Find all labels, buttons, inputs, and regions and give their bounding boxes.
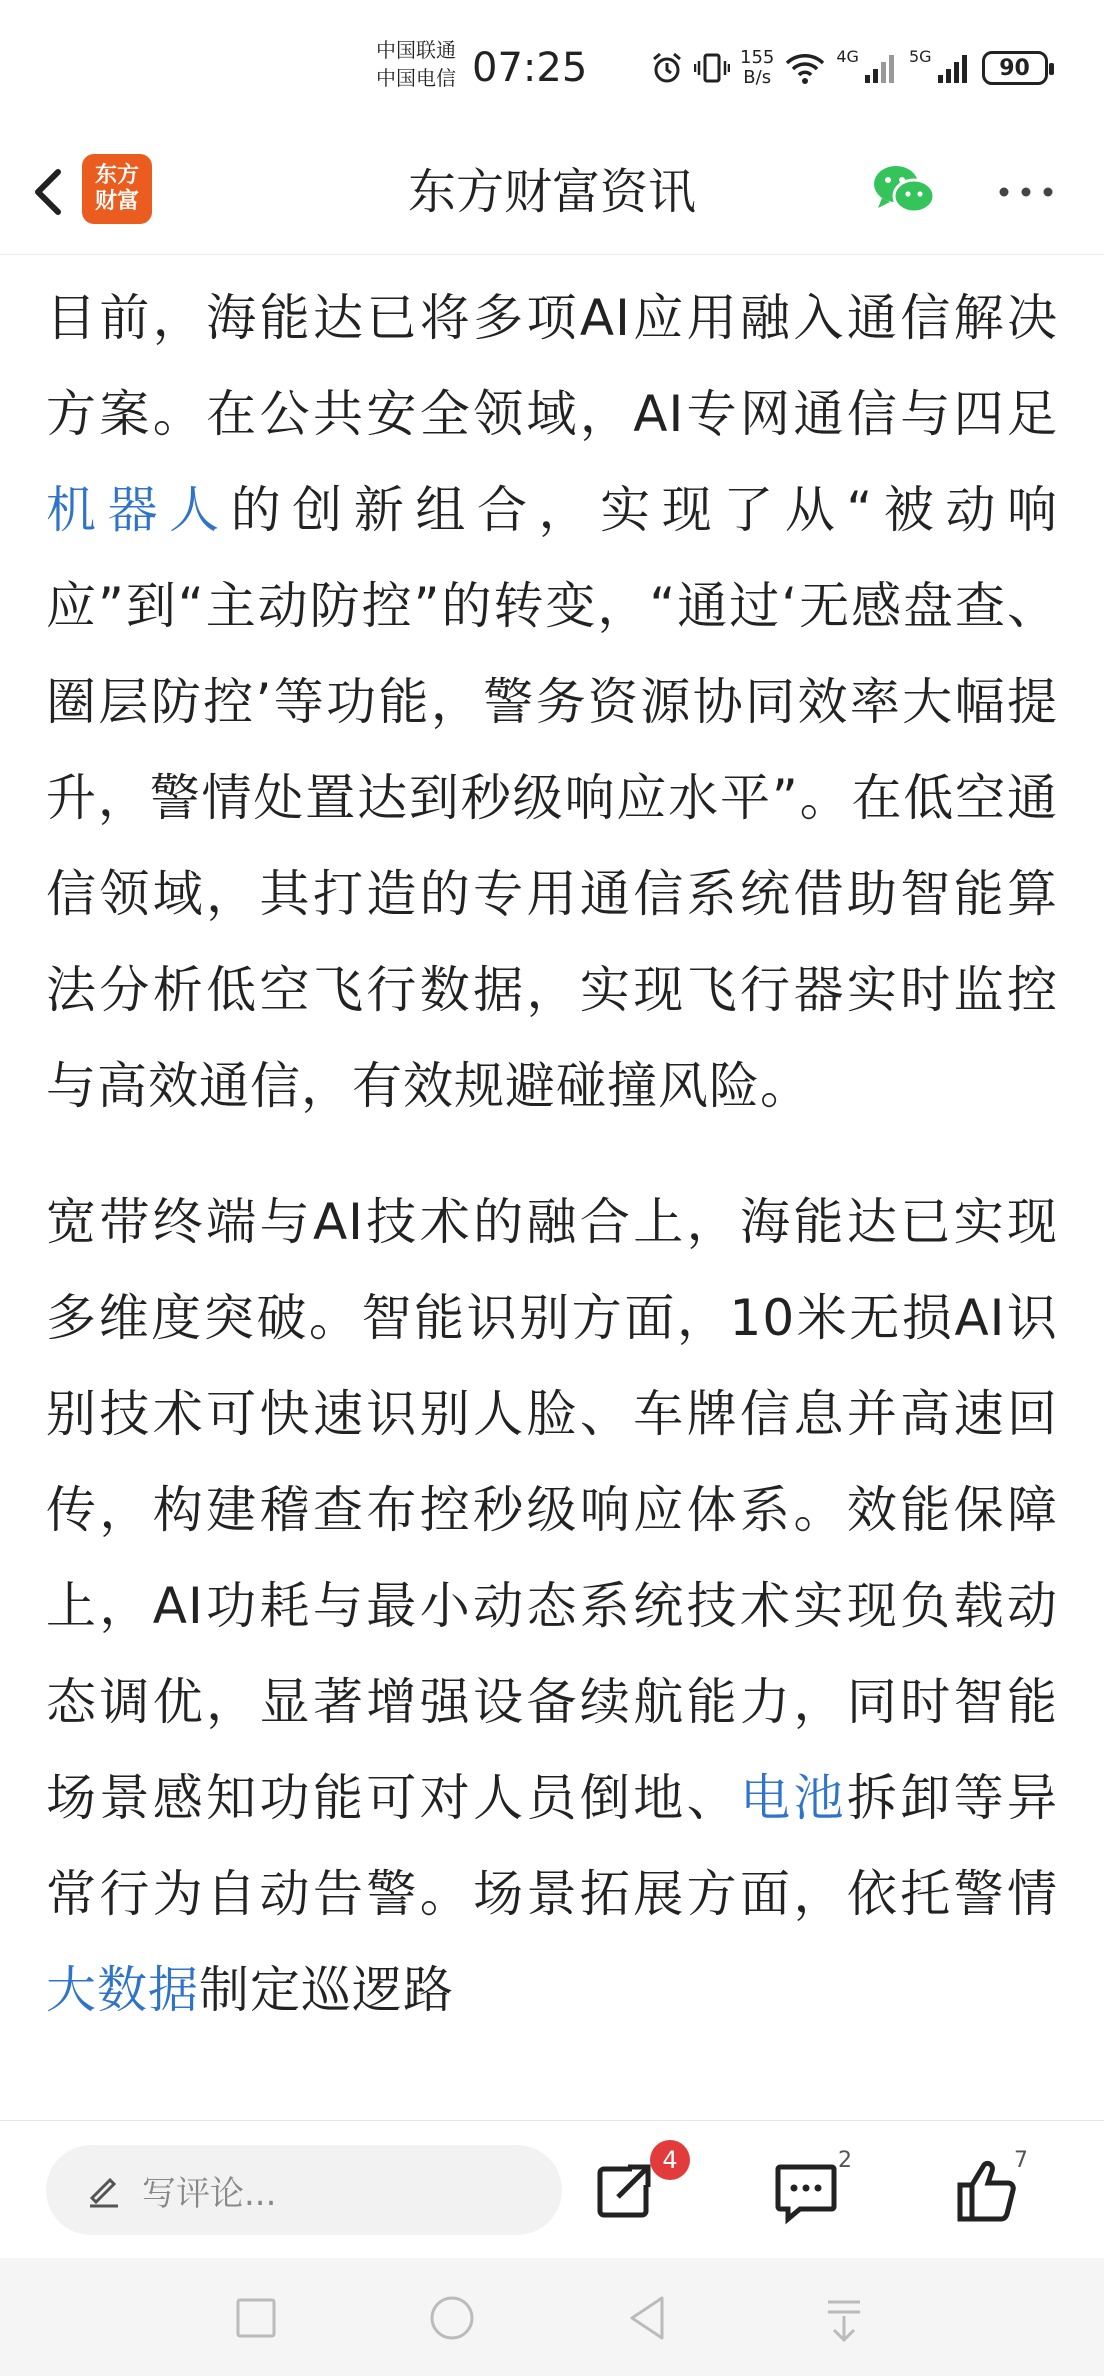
net-speed-value: 155 [740, 47, 775, 68]
article-body [46, 270, 1058, 2120]
carrier-names [376, 36, 456, 92]
keyword-link[interactable]: 大数据 [46, 1961, 199, 2019]
signal-2-label: 5G [908, 46, 932, 66]
logo-line-1: 东方 [94, 163, 139, 188]
signal-1-label: 4G [836, 46, 859, 66]
system-nav-bar [0, 2258, 1104, 2376]
net-speed [740, 48, 774, 88]
logo-line-2: 财富 [94, 189, 139, 214]
share-badge: 4 [650, 2140, 690, 2180]
signal-1-icon [863, 51, 899, 85]
wechat-share-icon[interactable] [868, 158, 938, 222]
like-count: 7 [1014, 2148, 1028, 2173]
battery-indicator: 90 [982, 51, 1048, 85]
notification-pulldown-icon[interactable] [814, 2288, 874, 2348]
home-icon[interactable] [422, 2288, 482, 2348]
paragraph-2 [46, 1174, 1058, 2038]
clock: 07:25 [472, 45, 588, 91]
text-segment: 的创新组合，实现了从“被动响应”到“主动防控”的转变，“通过‘无感盘查、圈层防控’等功能，警务资源协同效率大幅提升，警情处置达到秒级响应水平”。在低空通信领域，其打造的专用通信系统借助智能算法分析低空飞行数据，实现飞行器实时监控与高效通信，有效规避碰撞风险。 [46, 481, 1058, 1115]
pen-icon [86, 2172, 122, 2208]
text-segment: 制定巡逻路 [199, 1961, 454, 2019]
keyword-link[interactable]: 机器人 [46, 481, 231, 539]
keyword-link[interactable]: 电池 [740, 1769, 847, 1827]
comment-count: 2 [838, 2148, 852, 2173]
vibrate-icon [694, 51, 730, 85]
alarm-icon [650, 51, 684, 85]
status-icons [650, 44, 1048, 92]
comments-icon[interactable] [766, 2151, 846, 2231]
more-icon[interactable] [994, 160, 1058, 224]
back-nav-icon[interactable] [618, 2288, 678, 2348]
signal-2-icon [936, 51, 972, 85]
wifi-icon [784, 51, 826, 85]
text-segment: 宽带终端与AI技术的融合上，海能达已实现多维度突破。智能识别方面，10米无损AI识别技术可快速识别人脸、车牌信息并高速回传，构建稽查布控秒级响应体系。效能保障上，AI功耗与最小动态系统技术实现负载动态调优，显著增强设备续航能力，同时智能场景感知功能可对人员倒地、 [46, 1193, 1058, 1827]
comment-placeholder: 写评论... [142, 2173, 277, 2214]
comment-input[interactable] [46, 2145, 562, 2235]
net-speed-unit: B/s [743, 67, 772, 88]
text-segment: 目前，海能达已将多项AI应用融入通信解决方案。在公共安全领域，AI专网通信与四足 [46, 289, 1058, 443]
paragraph-1 [46, 270, 1058, 1134]
carrier-1: 中国联通 [376, 38, 456, 62]
status-bar [0, 0, 1104, 130]
carrier-2: 中国电信 [376, 66, 456, 90]
page-title: 东方财富资讯 [407, 164, 696, 220]
nav-header [0, 130, 1104, 255]
text-segment: 拆卸等异常行为自动告警。场景拓展方面，依托警情 [46, 1769, 1058, 1923]
recent-apps-icon[interactable] [226, 2288, 286, 2348]
action-bar [0, 2120, 1104, 2259]
